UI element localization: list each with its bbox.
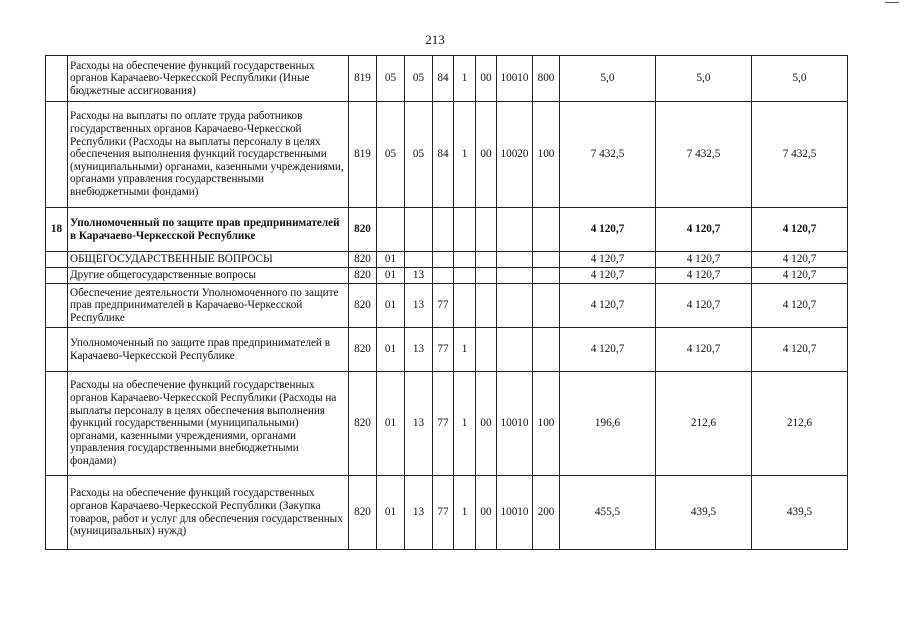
cell-item-name: Расходы на выплаты по оплате труда работников государственных органов Карачаево-Черкесской Республики (Расходы на выплаты персоналу в целях обеспечения выполнения функций государственными (муниципальными) органами, казенными учреждениями, органами управления государственными внебюджетными фондами) <box>68 102 349 208</box>
cell-program-code: 77 <box>433 372 454 476</box>
cell-amount-year-3: 4 120,7 <box>752 284 848 328</box>
cell-program-code <box>433 268 454 284</box>
cell-amount-year-2: 5,0 <box>656 56 752 102</box>
cell-expense-type-code <box>533 252 560 268</box>
cell-amount-year-1: 4 120,7 <box>560 268 656 284</box>
cell-direction-code <box>476 268 497 284</box>
scan-edge-mark <box>885 2 899 6</box>
cell-subprogram-code: 1 <box>454 56 476 102</box>
cell-section-code: 01 <box>377 476 405 550</box>
cell-subsection-code: 13 <box>405 268 433 284</box>
cell-amount-year-3: 7 432,5 <box>752 102 848 208</box>
cell-subprogram-code <box>454 252 476 268</box>
cell-subsection-code <box>405 208 433 252</box>
cell-item-name: Уполномоченный по защите прав предпринимателей в Карачаево-Черкесской Республике <box>68 328 349 372</box>
cell-subsection-code <box>405 252 433 268</box>
cell-amount-year-3: 212,6 <box>752 372 848 476</box>
cell-direction-code: 00 <box>476 102 497 208</box>
cell-expense-code <box>497 208 533 252</box>
cell-direction-code <box>476 252 497 268</box>
cell-item-name: Расходы на обеспечение функций государственных органов Карачаево-Черкесской Республики (Иные бюджетные ассигнования) <box>68 56 349 102</box>
cell-item-name: ОБЩЕГОСУДАРСТВЕННЫЕ ВОПРОСЫ <box>68 252 349 268</box>
cell-expense-code: 10010 <box>497 56 533 102</box>
cell-ministry-code: 820 <box>349 208 377 252</box>
cell-ministry-code: 820 <box>349 268 377 284</box>
cell-amount-year-1: 4 120,7 <box>560 328 656 372</box>
cell-section-code: 01 <box>377 252 405 268</box>
cell-amount-year-3: 4 120,7 <box>752 328 848 372</box>
cell-amount-year-1: 455,5 <box>560 476 656 550</box>
cell-subprogram-code: 1 <box>454 476 476 550</box>
cell-row-number <box>46 102 68 208</box>
table-row <box>46 284 848 328</box>
cell-subsection-code: 13 <box>405 284 433 328</box>
cell-amount-year-2: 4 120,7 <box>656 252 752 268</box>
cell-direction-code: 00 <box>476 372 497 476</box>
cell-program-code <box>433 252 454 268</box>
cell-program-code: 77 <box>433 284 454 328</box>
cell-amount-year-3: 5,0 <box>752 56 848 102</box>
cell-item-name: Уполномоченный по защите прав предпринимателей в Карачаево-Черкесской Республике <box>68 208 349 252</box>
cell-item-name: Обеспечение деятельности Уполномоченного по защите прав предпринимателей в Карачаево-Черкесской Республике <box>68 284 349 328</box>
cell-amount-year-1: 5,0 <box>560 56 656 102</box>
cell-subprogram-code <box>454 208 476 252</box>
cell-row-number <box>46 476 68 550</box>
cell-program-code: 77 <box>433 476 454 550</box>
cell-direction-code: 00 <box>476 56 497 102</box>
cell-ministry-code: 820 <box>349 372 377 476</box>
cell-amount-year-2: 7 432,5 <box>656 102 752 208</box>
cell-ministry-code: 819 <box>349 102 377 208</box>
cell-expense-type-code: 200 <box>533 476 560 550</box>
cell-ministry-code: 820 <box>349 284 377 328</box>
cell-section-code: 01 <box>377 328 405 372</box>
cell-section-code: 05 <box>377 56 405 102</box>
budget-table <box>45 55 848 550</box>
cell-amount-year-3: 4 120,7 <box>752 208 848 252</box>
table-row <box>46 208 848 252</box>
cell-subprogram-code: 1 <box>454 102 476 208</box>
cell-direction-code: 00 <box>476 476 497 550</box>
cell-amount-year-3: 439,5 <box>752 476 848 550</box>
table-row <box>46 56 848 102</box>
budget-table-body <box>46 56 848 550</box>
cell-expense-code <box>497 268 533 284</box>
cell-section-code: 01 <box>377 268 405 284</box>
cell-amount-year-2: 212,6 <box>656 372 752 476</box>
cell-ministry-code: 820 <box>349 328 377 372</box>
cell-section-code: 01 <box>377 284 405 328</box>
cell-item-name: Другие общегосударственные вопросы <box>68 268 349 284</box>
cell-program-code <box>433 208 454 252</box>
cell-expense-code: 10010 <box>497 372 533 476</box>
cell-section-code <box>377 208 405 252</box>
cell-subsection-code: 05 <box>405 102 433 208</box>
cell-ministry-code: 819 <box>349 56 377 102</box>
cell-amount-year-2: 4 120,7 <box>656 284 752 328</box>
table-row <box>46 328 848 372</box>
cell-ministry-code: 820 <box>349 476 377 550</box>
cell-expense-type-code: 100 <box>533 372 560 476</box>
cell-ministry-code: 820 <box>349 252 377 268</box>
cell-row-number: 18 <box>46 208 68 252</box>
cell-row-number <box>46 372 68 476</box>
cell-row-number <box>46 56 68 102</box>
table-row <box>46 268 848 284</box>
page-number: 213 <box>425 32 445 47</box>
cell-amount-year-1: 4 120,7 <box>560 208 656 252</box>
cell-subprogram-code: 1 <box>454 328 476 372</box>
cell-subsection-code: 13 <box>405 372 433 476</box>
cell-amount-year-2: 4 120,7 <box>656 268 752 284</box>
cell-amount-year-1: 7 432,5 <box>560 102 656 208</box>
table-row <box>46 102 848 208</box>
cell-row-number <box>46 268 68 284</box>
cell-expense-type-code: 800 <box>533 56 560 102</box>
cell-direction-code <box>476 328 497 372</box>
cell-amount-year-2: 4 120,7 <box>656 208 752 252</box>
cell-subsection-code: 13 <box>405 328 433 372</box>
cell-expense-code <box>497 252 533 268</box>
table-row <box>46 252 848 268</box>
cell-amount-year-1: 4 120,7 <box>560 252 656 268</box>
cell-program-code: 84 <box>433 56 454 102</box>
cell-row-number <box>46 284 68 328</box>
table-row <box>46 372 848 476</box>
cell-amount-year-3: 4 120,7 <box>752 268 848 284</box>
cell-row-number <box>46 328 68 372</box>
cell-subsection-code: 05 <box>405 56 433 102</box>
cell-program-code: 77 <box>433 328 454 372</box>
cell-amount-year-1: 196,6 <box>560 372 656 476</box>
cell-section-code: 01 <box>377 372 405 476</box>
cell-expense-type-code <box>533 328 560 372</box>
cell-direction-code <box>476 208 497 252</box>
cell-expense-type-code: 100 <box>533 102 560 208</box>
cell-section-code: 05 <box>377 102 405 208</box>
cell-subsection-code: 13 <box>405 476 433 550</box>
cell-amount-year-1: 4 120,7 <box>560 284 656 328</box>
cell-subprogram-code <box>454 284 476 328</box>
cell-amount-year-2: 439,5 <box>656 476 752 550</box>
cell-expense-code <box>497 284 533 328</box>
cell-expense-type-code <box>533 284 560 328</box>
cell-expense-type-code <box>533 208 560 252</box>
cell-program-code: 84 <box>433 102 454 208</box>
table-row <box>46 476 848 550</box>
cell-direction-code <box>476 284 497 328</box>
cell-amount-year-2: 4 120,7 <box>656 328 752 372</box>
cell-amount-year-3: 4 120,7 <box>752 252 848 268</box>
cell-item-name: Расходы на обеспечение функций государственных органов Карачаево-Черкесской Республики (Расходы на выплаты персоналу в целях обеспечения выполнения функций государственными (муниципальными) органами, казенными учреждениями, органами управления государственными внебюджетными фондами) <box>68 372 349 476</box>
cell-subprogram-code: 1 <box>454 372 476 476</box>
cell-expense-code: 10020 <box>497 102 533 208</box>
cell-expense-type-code <box>533 268 560 284</box>
cell-expense-code: 10010 <box>497 476 533 550</box>
cell-expense-code <box>497 328 533 372</box>
cell-subprogram-code <box>454 268 476 284</box>
cell-item-name: Расходы на обеспечение функций государственных органов Карачаево-Черкесской Республики (Закупка товаров, работ и услуг для обеспечения государственных (муниципальных) нужд) <box>68 476 349 550</box>
cell-row-number <box>46 252 68 268</box>
